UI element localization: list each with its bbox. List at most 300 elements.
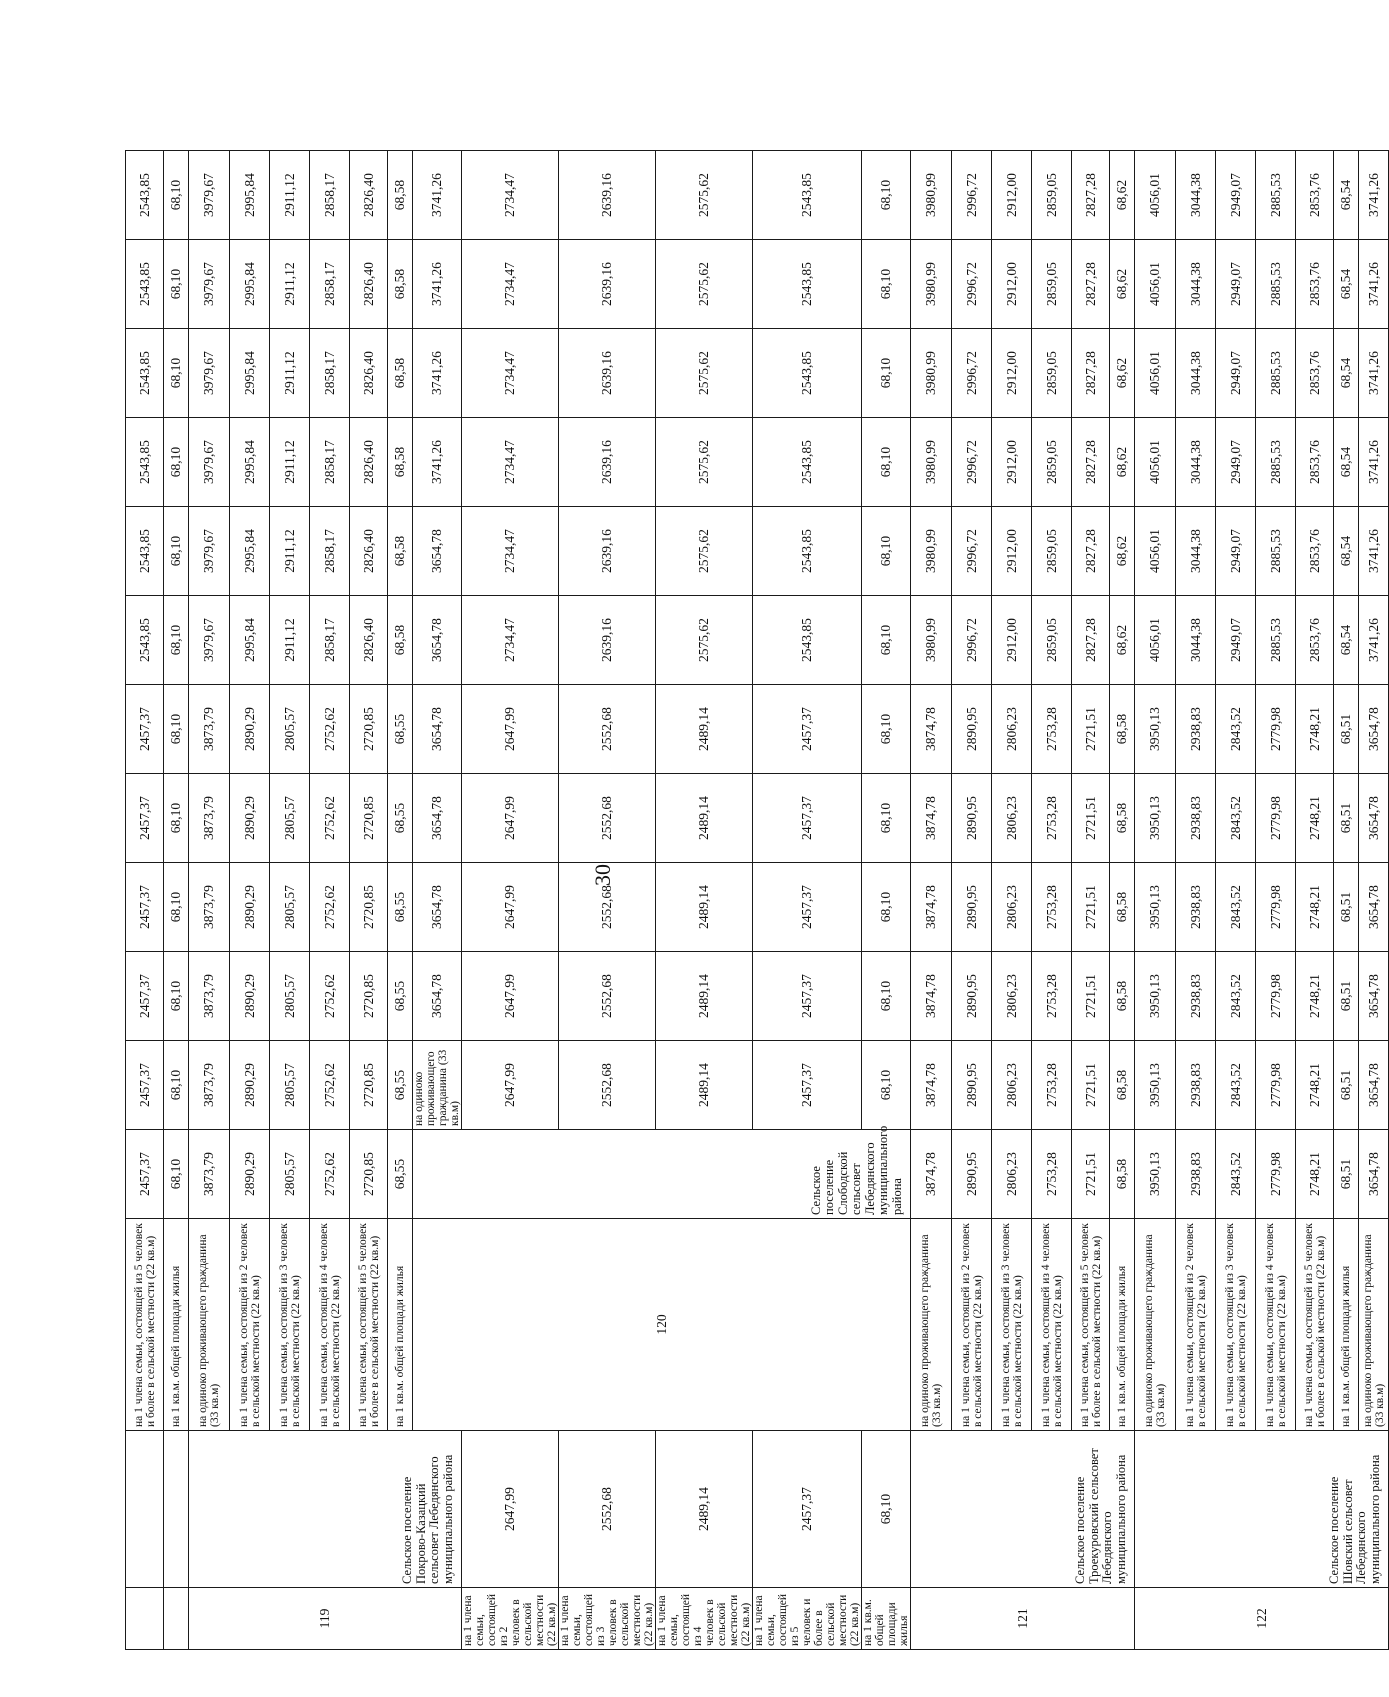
value-cell: 2639,16: [559, 240, 656, 329]
empty-index-cell: [164, 1588, 189, 1650]
value-cell: 3654,78: [1359, 774, 1389, 863]
value-cell: 2938,83: [1176, 863, 1216, 952]
value-cell: 3979,67: [189, 151, 230, 240]
value-cell: 2885,53: [1256, 240, 1296, 329]
value-cell: 2843,52: [1216, 685, 1256, 774]
value-cell: 2890,29: [230, 863, 270, 952]
value-cell: 2457,37: [126, 685, 164, 774]
value-cell: 68,10: [862, 685, 911, 774]
category-cell: на 1 члена семьи, состоящей из 5 человек и более в сельской местности (22 кв.м): [126, 1219, 164, 1431]
value-cell: 2647,99: [462, 1431, 559, 1588]
value-cell: 2805,57: [270, 1130, 310, 1219]
value-cell: 68,51: [1334, 1041, 1359, 1130]
value-cell: 2543,85: [126, 329, 164, 418]
value-cell: 2752,62: [310, 685, 350, 774]
value-cell: 3950,13: [1135, 863, 1176, 952]
category-cell: на 1 кв.м. общей площади жилья: [1110, 1219, 1135, 1431]
value-cell: 3741,26: [1359, 329, 1389, 418]
value-cell: 2457,37: [753, 685, 862, 774]
table-row: [189, 151, 230, 1650]
value-cell: 2938,83: [1176, 1041, 1216, 1130]
empty-index-cell: [126, 1588, 164, 1650]
category-cell: на одиноко проживающего гражданина (33 кв.м): [911, 1219, 952, 1431]
value-cell: 2996,72: [952, 507, 992, 596]
category-cell: на 1 члена семьи, состоящей из 2 человек в сельской местности (22 кв.м): [230, 1219, 270, 1431]
value-cell: 2805,57: [270, 863, 310, 952]
value-cell: 2949,07: [1216, 329, 1256, 418]
value-cell: 3950,13: [1135, 774, 1176, 863]
value-cell: 68,62: [1110, 240, 1135, 329]
value-cell: 3980,99: [911, 418, 952, 507]
value-cell: 68,51: [1334, 952, 1359, 1041]
value-cell: 2827,28: [1072, 507, 1110, 596]
value-cell: 2949,07: [1216, 240, 1256, 329]
value-cell: 3654,78: [413, 685, 462, 774]
value-cell: 2806,23: [992, 1130, 1032, 1219]
value-cell: 2647,99: [462, 952, 559, 1041]
value-cell: 2639,16: [559, 329, 656, 418]
value-cell: 2575,62: [656, 240, 753, 329]
value-cell: 3654,78: [413, 952, 462, 1041]
value-cell: 3979,67: [189, 507, 230, 596]
value-cell: 68,10: [862, 507, 911, 596]
value-cell: 2734,47: [462, 151, 559, 240]
table-row: [1256, 151, 1296, 1650]
value-cell: 2489,14: [656, 1041, 753, 1130]
value-cell: 2826,40: [350, 151, 388, 240]
value-cell: 2949,07: [1216, 596, 1256, 685]
value-cell: 3950,13: [1135, 1130, 1176, 1219]
value-cell: 2826,40: [350, 418, 388, 507]
value-cell: 2647,99: [462, 863, 559, 952]
value-cell: 2912,00: [992, 596, 1032, 685]
value-cell: 2721,51: [1072, 774, 1110, 863]
value-cell: 2911,12: [270, 596, 310, 685]
value-cell: 68,51: [1334, 774, 1359, 863]
value-cell: 2748,21: [1296, 952, 1334, 1041]
row-index-cell: 120: [413, 1219, 911, 1431]
value-cell: 2827,28: [1072, 418, 1110, 507]
table-row: [350, 151, 388, 1650]
value-cell: 68,10: [862, 151, 911, 240]
tariff-table: [125, 150, 1389, 1650]
value-cell: 2489,14: [656, 685, 753, 774]
value-cell: 68,55: [388, 774, 413, 863]
value-cell: 68,10: [164, 418, 189, 507]
row-index-cell: 119: [189, 1588, 462, 1650]
value-cell: 2720,85: [350, 1041, 388, 1130]
category-cell: на 1 члена семьи, состоящей из 5 человек и более в сельской местности (22 кв.м): [1296, 1219, 1334, 1431]
value-cell: 68,10: [862, 596, 911, 685]
value-cell: 3654,78: [1359, 1130, 1389, 1219]
category-cell: на 1 члена семьи, состоящей из 4 человек в сельской местности (22 кв.м): [1256, 1219, 1296, 1431]
value-cell: 2734,47: [462, 240, 559, 329]
value-cell: 3741,26: [413, 151, 462, 240]
value-cell: 2858,17: [310, 507, 350, 596]
value-cell: 2753,28: [1032, 863, 1072, 952]
value-cell: 2806,23: [992, 952, 1032, 1041]
value-cell: 2639,16: [559, 151, 656, 240]
value-cell: 68,55: [388, 1130, 413, 1219]
value-cell: 3741,26: [413, 240, 462, 329]
value-cell: 2890,29: [230, 685, 270, 774]
value-cell: 3979,67: [189, 240, 230, 329]
value-cell: 3654,78: [413, 774, 462, 863]
value-cell: 2859,05: [1032, 151, 1072, 240]
value-cell: 2890,95: [952, 863, 992, 952]
value-cell: 2552,68: [559, 685, 656, 774]
value-cell: 3873,79: [189, 952, 230, 1041]
category-cell: на одиноко проживающего гражданина (33 кв.м): [413, 1041, 462, 1130]
value-cell: 2779,98: [1256, 1041, 1296, 1130]
value-cell: 2489,14: [656, 863, 753, 952]
table-row: [270, 151, 310, 1650]
value-cell: 2552,68: [559, 1431, 656, 1588]
value-cell: 2826,40: [350, 329, 388, 418]
value-cell: 2753,28: [1032, 1041, 1072, 1130]
value-cell: 2457,37: [753, 1431, 862, 1588]
value-cell: 2949,07: [1216, 151, 1256, 240]
value-cell: 2639,16: [559, 418, 656, 507]
value-cell: 2753,28: [1032, 685, 1072, 774]
value-cell: 2911,12: [270, 240, 310, 329]
table-row: [992, 151, 1032, 1650]
category-cell: на одиноко проживающего гражданина (33 кв.м): [1135, 1219, 1176, 1431]
category-cell: на 1 члена семьи, состоящей из 3 человек в сельской местности (22 кв.м): [1216, 1219, 1256, 1431]
value-cell: 3980,99: [911, 240, 952, 329]
value-cell: 2949,07: [1216, 418, 1256, 507]
value-cell: 2647,99: [462, 685, 559, 774]
value-cell: 2543,85: [126, 596, 164, 685]
value-cell: 3874,78: [911, 952, 952, 1041]
value-cell: 3950,13: [1135, 685, 1176, 774]
value-cell: 3044,38: [1176, 596, 1216, 685]
municipality-cell: Сельское поселение Шовский сельсовет Лебедянского муниципального района: [1135, 1431, 1389, 1588]
value-cell: 3874,78: [911, 774, 952, 863]
value-cell: 2996,72: [952, 329, 992, 418]
value-cell: 2720,85: [350, 774, 388, 863]
value-cell: 2995,84: [230, 507, 270, 596]
value-cell: 2639,16: [559, 507, 656, 596]
value-cell: 2826,40: [350, 596, 388, 685]
value-cell: 3979,67: [189, 596, 230, 685]
value-cell: 3979,67: [189, 329, 230, 418]
table-row: [1216, 151, 1256, 1650]
value-cell: 68,10: [164, 1130, 189, 1219]
value-cell: 2858,17: [310, 418, 350, 507]
value-cell: 2543,85: [753, 596, 862, 685]
table-row: [1334, 151, 1359, 1650]
value-cell: 68,58: [388, 418, 413, 507]
value-cell: 2885,53: [1256, 507, 1296, 596]
value-cell: 4056,01: [1135, 418, 1176, 507]
value-cell: 68,58: [388, 151, 413, 240]
value-cell: 2827,28: [1072, 151, 1110, 240]
value-cell: 2489,14: [656, 952, 753, 1041]
category-cell: на 1 члена семьи, состоящей из 3 человек в сельской местности (22 кв.м): [559, 1588, 656, 1650]
value-cell: 2721,51: [1072, 952, 1110, 1041]
value-cell: 2457,37: [753, 774, 862, 863]
value-cell: 2858,17: [310, 151, 350, 240]
value-cell: 2995,84: [230, 151, 270, 240]
category-cell: на 1 члена семьи, состоящей из 5 человек и более в сельской местности (22 кв.м): [753, 1588, 862, 1650]
value-cell: 3950,13: [1135, 1041, 1176, 1130]
value-cell: 2647,99: [462, 1041, 559, 1130]
value-cell: 2748,21: [1296, 1130, 1334, 1219]
value-cell: 2853,76: [1296, 418, 1334, 507]
value-cell: 2858,17: [310, 329, 350, 418]
value-cell: 2748,21: [1296, 774, 1334, 863]
value-cell: 3873,79: [189, 863, 230, 952]
value-cell: 2890,95: [952, 1041, 992, 1130]
value-cell: 68,58: [1110, 774, 1135, 863]
value-cell: 3044,38: [1176, 151, 1216, 240]
value-cell: 3741,26: [1359, 596, 1389, 685]
value-cell: 2853,76: [1296, 507, 1334, 596]
row-index-cell: 122: [1135, 1588, 1389, 1650]
table-row: [1296, 151, 1334, 1650]
value-cell: 2843,52: [1216, 1041, 1256, 1130]
value-cell: 2853,76: [1296, 329, 1334, 418]
value-cell: 3980,99: [911, 507, 952, 596]
category-cell: на 1 кв.м. общей площади жилья: [1334, 1219, 1359, 1431]
value-cell: 3654,78: [413, 596, 462, 685]
table-row: [1176, 151, 1216, 1650]
value-cell: 68,55: [388, 1041, 413, 1130]
value-cell: 2552,68: [559, 863, 656, 952]
value-cell: 2543,85: [753, 329, 862, 418]
value-cell: 2753,28: [1032, 1130, 1072, 1219]
value-cell: 2890,95: [952, 952, 992, 1041]
category-cell: на 1 кв.м. общей площади жилья: [388, 1219, 413, 1431]
value-cell: 2859,05: [1032, 418, 1072, 507]
value-cell: 2996,72: [952, 240, 992, 329]
value-cell: 3873,79: [189, 1130, 230, 1219]
value-cell: 2890,95: [952, 685, 992, 774]
value-cell: 2639,16: [559, 596, 656, 685]
value-cell: 2748,21: [1296, 863, 1334, 952]
value-cell: 2995,84: [230, 329, 270, 418]
value-cell: 68,10: [862, 329, 911, 418]
value-cell: 68,58: [1110, 1130, 1135, 1219]
value-cell: 2552,68: [559, 952, 656, 1041]
value-cell: 2827,28: [1072, 329, 1110, 418]
value-cell: 3654,78: [1359, 685, 1389, 774]
category-cell: на 1 члена семьи, состоящей из 2 человек в сельской местности (22 кв.м): [462, 1588, 559, 1650]
value-cell: 68,58: [1110, 952, 1135, 1041]
value-cell: 2843,52: [1216, 1130, 1256, 1219]
value-cell: 2552,68: [559, 774, 656, 863]
value-cell: 68,55: [388, 952, 413, 1041]
value-cell: 68,10: [862, 1041, 911, 1130]
table-row: [230, 151, 270, 1650]
row-index-cell: 121: [911, 1588, 1135, 1650]
value-cell: 2575,62: [656, 596, 753, 685]
value-cell: 2890,29: [230, 1041, 270, 1130]
value-cell: 2457,37: [753, 952, 862, 1041]
value-cell: 2721,51: [1072, 1130, 1110, 1219]
value-cell: 68,10: [164, 507, 189, 596]
value-cell: 68,58: [1110, 685, 1135, 774]
category-cell: на 1 члена семьи, состоящей из 3 человек в сельской местности (22 кв.м): [270, 1219, 310, 1431]
value-cell: 2853,76: [1296, 240, 1334, 329]
value-cell: 3741,26: [1359, 418, 1389, 507]
value-cell: 2543,85: [753, 240, 862, 329]
value-cell: 2575,62: [656, 329, 753, 418]
value-cell: 68,54: [1334, 329, 1359, 418]
table-row: [1032, 151, 1072, 1650]
value-cell: 2912,00: [992, 240, 1032, 329]
value-cell: 68,10: [164, 685, 189, 774]
value-cell: 2734,47: [462, 507, 559, 596]
value-cell: 2806,23: [992, 685, 1032, 774]
value-cell: 2457,37: [126, 1130, 164, 1219]
table-row: [1359, 151, 1389, 1650]
value-cell: 2752,62: [310, 863, 350, 952]
value-cell: 3741,26: [413, 329, 462, 418]
value-cell: 68,10: [862, 240, 911, 329]
category-cell: на 1 члена семьи, состоящей из 2 человек в сельской местности (22 кв.м): [952, 1219, 992, 1431]
category-cell: на 1 члена семьи, состоящей из 4 человек в сельской местности (22 кв.м): [310, 1219, 350, 1431]
value-cell: 68,10: [862, 863, 911, 952]
value-cell: 2779,98: [1256, 863, 1296, 952]
value-cell: 2890,29: [230, 1130, 270, 1219]
value-cell: 2827,28: [1072, 596, 1110, 685]
value-cell: 2885,53: [1256, 418, 1296, 507]
municipality-cell: Сельское поселение Покрово-Казацкий сельсовет Лебедянского муниципального района: [189, 1431, 462, 1588]
value-cell: 2853,76: [1296, 151, 1334, 240]
value-cell: 2752,62: [310, 774, 350, 863]
value-cell: 3950,13: [1135, 952, 1176, 1041]
value-cell: 2721,51: [1072, 685, 1110, 774]
value-cell: 3654,78: [413, 507, 462, 596]
value-cell: 2734,47: [462, 418, 559, 507]
value-cell: 2853,76: [1296, 596, 1334, 685]
table-row: [164, 151, 189, 1650]
value-cell: 68,55: [388, 685, 413, 774]
value-cell: 68,62: [1110, 507, 1135, 596]
value-cell: 2720,85: [350, 952, 388, 1041]
table-body: [126, 151, 1389, 1650]
value-cell: 2457,37: [126, 863, 164, 952]
category-cell: на одиноко проживающего гражданина (33 кв.м): [189, 1219, 230, 1431]
table-row: [413, 151, 462, 1650]
value-cell: 2543,85: [126, 507, 164, 596]
value-cell: 68,58: [388, 240, 413, 329]
value-cell: 2543,85: [126, 151, 164, 240]
value-cell: 2720,85: [350, 1130, 388, 1219]
empty-municipality-cell: [126, 1431, 164, 1588]
value-cell: 2911,12: [270, 507, 310, 596]
category-cell: на 1 члена семьи, состоящей из 3 человек в сельской местности (22 кв.м): [992, 1219, 1032, 1431]
value-cell: 3979,67: [189, 418, 230, 507]
value-cell: 2890,29: [230, 774, 270, 863]
value-cell: 2805,57: [270, 774, 310, 863]
table-row: [911, 151, 952, 1650]
value-cell: 3873,79: [189, 685, 230, 774]
table-row: [126, 151, 164, 1650]
value-cell: 68,58: [388, 507, 413, 596]
municipality-cell: Сельское поселение Слободской сельсовет Лебедянского муниципального района: [413, 1130, 911, 1219]
value-cell: 2826,40: [350, 240, 388, 329]
rotated-table-container: [125, 150, 1386, 1650]
value-cell: 2457,37: [753, 1041, 862, 1130]
value-cell: 68,62: [1110, 596, 1135, 685]
value-cell: 2859,05: [1032, 240, 1072, 329]
value-cell: 3874,78: [911, 1041, 952, 1130]
value-cell: 2543,85: [753, 418, 862, 507]
value-cell: 68,10: [164, 774, 189, 863]
value-cell: 2753,28: [1032, 774, 1072, 863]
value-cell: 68,54: [1334, 418, 1359, 507]
value-cell: 2748,21: [1296, 685, 1334, 774]
table-row: [952, 151, 992, 1650]
value-cell: 2543,85: [126, 240, 164, 329]
category-cell: на 1 кв.м. общей площади жилья: [862, 1588, 911, 1650]
value-cell: 2912,00: [992, 329, 1032, 418]
value-cell: 2552,68: [559, 1041, 656, 1130]
value-cell: 2720,85: [350, 863, 388, 952]
value-cell: 2995,84: [230, 596, 270, 685]
category-cell: на 1 члена семьи, состоящей из 4 человек в сельской местности (22 кв.м): [656, 1588, 753, 1650]
value-cell: 2859,05: [1032, 329, 1072, 418]
value-cell: 68,10: [164, 1041, 189, 1130]
value-cell: 3741,26: [1359, 151, 1389, 240]
value-cell: 3044,38: [1176, 240, 1216, 329]
value-cell: 2938,83: [1176, 685, 1216, 774]
value-cell: 68,51: [1334, 1130, 1359, 1219]
value-cell: 68,62: [1110, 151, 1135, 240]
value-cell: 2938,83: [1176, 774, 1216, 863]
value-cell: 3874,78: [911, 863, 952, 952]
value-cell: 2805,57: [270, 1041, 310, 1130]
value-cell: 68,58: [1110, 863, 1135, 952]
value-cell: 2543,85: [126, 418, 164, 507]
value-cell: 2806,23: [992, 1041, 1032, 1130]
table-row: [1135, 151, 1176, 1650]
value-cell: 4056,01: [1135, 329, 1176, 418]
value-cell: 2911,12: [270, 329, 310, 418]
value-cell: 68,54: [1334, 507, 1359, 596]
category-cell: на 1 кв.м. общей площади жилья: [164, 1219, 189, 1431]
value-cell: 68,10: [164, 863, 189, 952]
category-cell: на одиноко проживающего гражданина (33 кв.м): [1359, 1219, 1389, 1431]
value-cell: 2885,53: [1256, 596, 1296, 685]
value-cell: 68,54: [1334, 240, 1359, 329]
value-cell: 3044,38: [1176, 329, 1216, 418]
value-cell: 2779,98: [1256, 952, 1296, 1041]
value-cell: 2843,52: [1216, 952, 1256, 1041]
table-row: [388, 151, 413, 1650]
value-cell: 2543,85: [753, 507, 862, 596]
value-cell: 3874,78: [911, 1130, 952, 1219]
value-cell: 2779,98: [1256, 685, 1296, 774]
category-cell: на 1 члена семьи, состоящей из 4 человек в сельской местности (22 кв.м): [1032, 1219, 1072, 1431]
page-number: 30: [590, 864, 615, 886]
value-cell: 2734,47: [462, 329, 559, 418]
value-cell: 2489,14: [656, 1431, 753, 1588]
value-cell: 2912,00: [992, 418, 1032, 507]
value-cell: 3044,38: [1176, 507, 1216, 596]
value-cell: 2457,37: [753, 863, 862, 952]
value-cell: 2996,72: [952, 596, 992, 685]
value-cell: 68,54: [1334, 151, 1359, 240]
value-cell: 2858,17: [310, 596, 350, 685]
value-cell: 3874,78: [911, 685, 952, 774]
value-cell: 2859,05: [1032, 507, 1072, 596]
value-cell: 2779,98: [1256, 1130, 1296, 1219]
value-cell: 2912,00: [992, 507, 1032, 596]
